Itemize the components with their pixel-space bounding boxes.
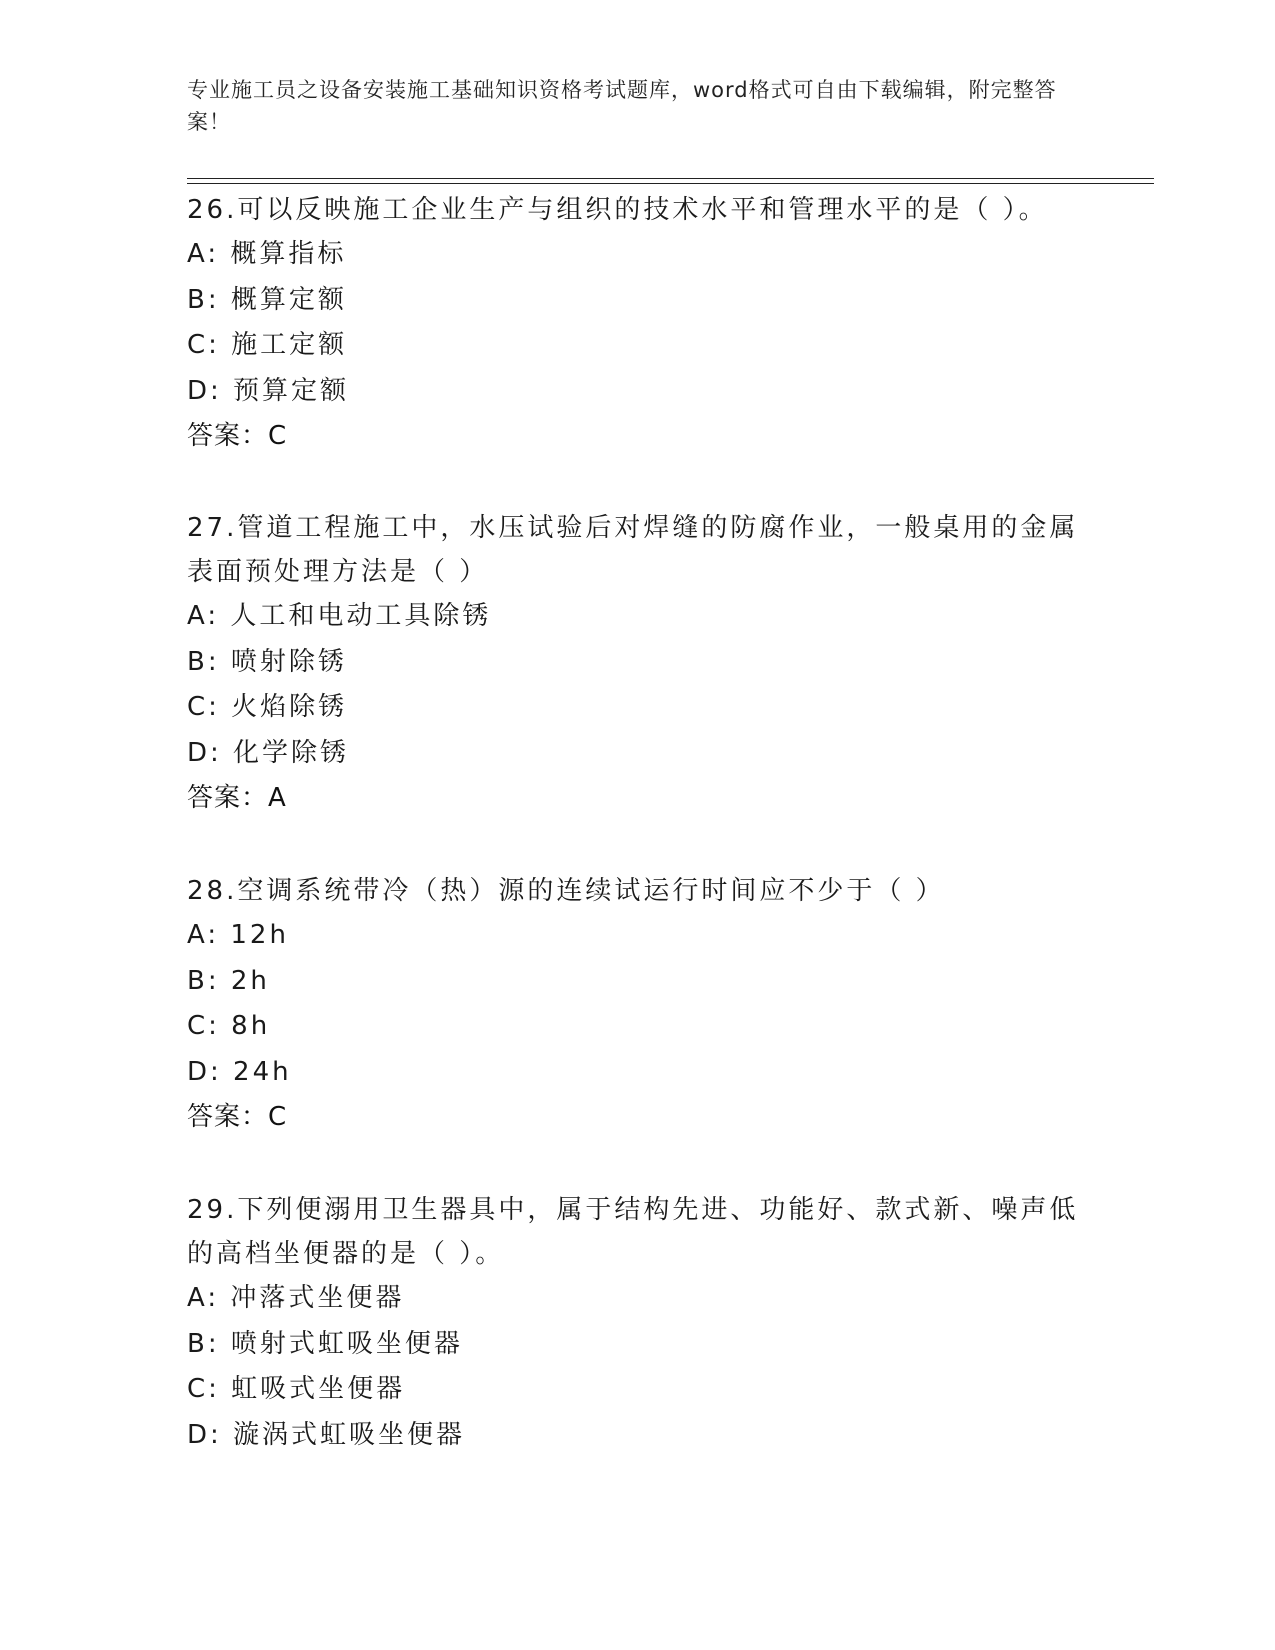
question-stem: 27.管道工程施工中，水压试验后对焊缝的防腐作业，一般桌用的金属表面预处理方法是（ ）: [187, 513, 1079, 587]
option-c: C: 8h: [187, 1011, 271, 1041]
document-intro: 专业施工员之设备安装施工基础知识资格考试题库，word格式可自由下载编辑，附完整答案！: [187, 78, 1057, 134]
option-a: A: 人工和电动工具除锈: [187, 601, 492, 631]
option-d: D: 预算定额: [187, 375, 350, 406]
question-29: [187, 1188, 1087, 1458]
option-b: B: 喷射式虹吸坐便器: [187, 1328, 463, 1359]
option-c: C: 火焰除锈: [187, 692, 348, 722]
option-a: A: 冲落式坐便器: [187, 1283, 405, 1313]
question-stem: 26.可以反映施工企业生产与组织的技术水平和管理水平的是（ ）。: [187, 195, 1048, 225]
question-stem: 29.下列便溺用卫生器具中，属于结构先进、功能好、款式新、噪声低的高档坐便器的是（ ）。: [187, 1195, 1079, 1269]
option-b: B: 喷射除锈: [187, 646, 347, 677]
question-28: [187, 869, 1087, 1141]
option-a: A: 12h: [187, 920, 289, 950]
header-divider-bottom: [187, 183, 1154, 184]
question-27: [187, 506, 1087, 822]
option-c: C: 施工定额: [187, 330, 348, 360]
answer: 答案：C: [187, 421, 288, 451]
option-d: D: 漩涡式虹吸坐便器: [187, 1419, 466, 1450]
answer: 答案：A: [187, 783, 287, 813]
option-d: D: 24h: [187, 1056, 292, 1087]
header-divider-top: [187, 178, 1154, 179]
option-b: B: 概算定额: [187, 284, 347, 315]
question-26: [187, 188, 1087, 460]
question-stem: 28.空调系统带冷（热）源的连续试运行时间应不少于（ ）: [187, 876, 945, 906]
answer: 答案：C: [187, 1102, 288, 1132]
option-d: D: 化学除锈: [187, 737, 350, 768]
option-b: B: 2h: [187, 965, 270, 996]
option-a: A: 概算指标: [187, 239, 347, 269]
option-c: C: 虹吸式坐便器: [187, 1374, 406, 1404]
